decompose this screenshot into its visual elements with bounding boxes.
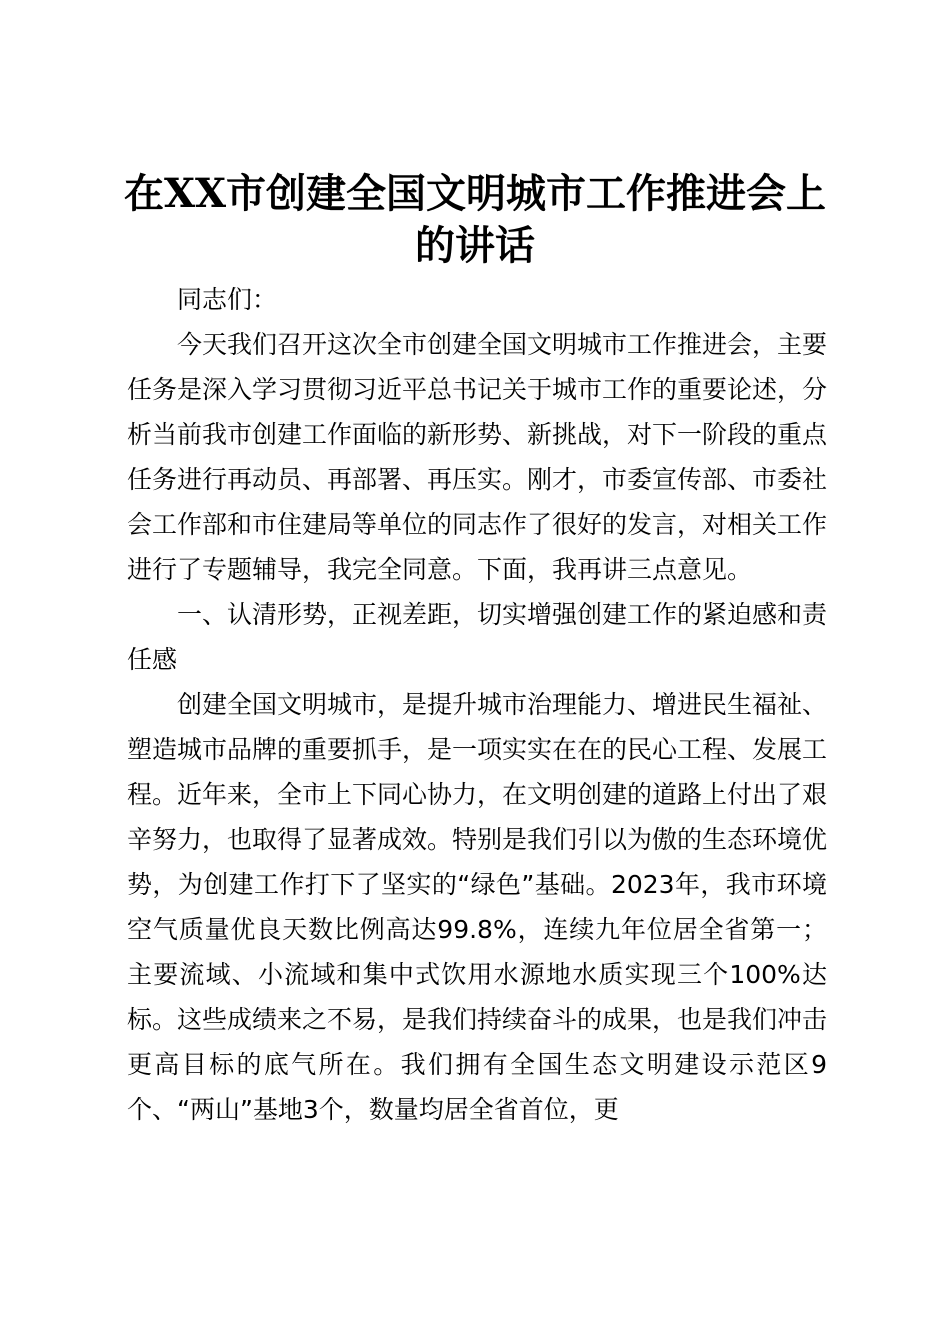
section-heading-1: 一、认清形势，正视差距，切实增强创建工作的紧迫感和责任感 (127, 600, 828, 674)
document-title: 在XX市创建全国文明城市工作推进会上的讲话 (123, 170, 827, 269)
document-body (127, 277, 827, 1132)
paragraph-intro: 今天我们召开这次全市创建全国文明城市工作推进会，主要任务是深入学习贯彻习近平总书记关于城市工作的重要论述，分析当前我市创建工作面临的新形势、新挑战，对下一阶段的重点任务进行再动员、再部署、再压实。刚才，市委宣传部、市委社会工作部和市住建局等单位的同志作了很好的发言，对相关工作进行了专题辅导，我完全同意。下面，我再讲三点意见。 (127, 330, 828, 584)
paragraph-section-1: 创建全国文明城市，是提升城市治理能力、增进民生福祉、塑造城市品牌的重要抓手，是一项实实在在的民心工程、发展工程。近年来，全市上下同心协力，在文明创建的道路上付出了艰辛努力，也取得了显著成效。特别是我们引以为傲的生态环境优势，为创建工作打下了坚实的“绿色”基础。2023年，我市环境空气质量优良天数比例高达99.8%，连续九年位居全省第一；主要流域、小流域和集中式饮用水源地水质实现三个100%达标。这些成绩来之不易，是我们持续奋斗的成果，也是我们冲击更高目标的底气所在。我们拥有全国生态文明建设示范区9个、“两山”基地3个，数量均居全省首位，更 (127, 690, 828, 1124)
salutation: 同志们： (177, 285, 278, 314)
